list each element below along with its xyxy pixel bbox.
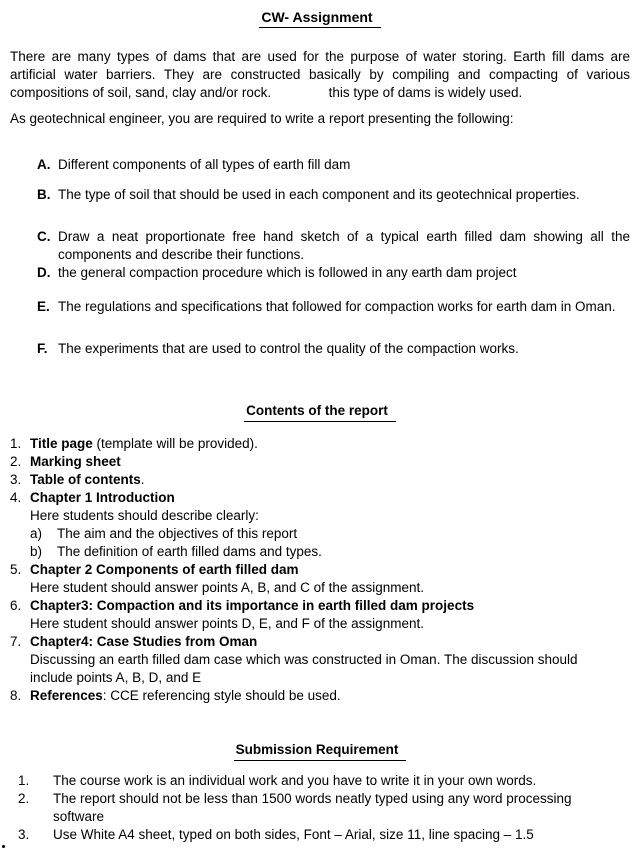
- task-text-d: the general compaction procedure which is followed in any earth dam project: [58, 265, 517, 280]
- task-text-a: Different components of all types of earth fill dam: [58, 157, 351, 172]
- contents-item-1-text: [30, 435, 630, 453]
- brief-line: As geotechnical engineer, you are required to write a report presenting the following:: [10, 111, 514, 126]
- contents-item-6-text: [30, 597, 630, 615]
- intro-text-after-gap: this type of dams is widely used.: [328, 85, 523, 100]
- contents-item-6: [10, 597, 630, 615]
- task-text-f: The experiments that are used to control the quality of the compaction works.: [58, 341, 519, 356]
- intro-text-before-gap: There are many types of dams that are used for the purpose of water storing. Earth fill dams are artificial water barriers. They are constructed basically by compiling and compacting of various compositions of soil, sand, clay and/or rock.: [10, 49, 630, 100]
- contents-item-5-bold: Chapter 2 Components of earth filled dam: [30, 562, 299, 577]
- contents-item-2: [10, 453, 630, 471]
- contents-item-4-bold: Chapter 1 Introduction: [30, 490, 175, 505]
- task-text-b: The type of soil that should be used in each component and its geotechnical properties.: [58, 187, 580, 202]
- contents-item-2-text: [30, 453, 630, 471]
- contents-item-4-sub-b: [30, 543, 630, 561]
- contents-item-3-rest: .: [140, 472, 145, 487]
- contents-item-5-text: [30, 561, 630, 579]
- contents-item-8: [10, 687, 630, 705]
- contents-item-4-sub-a-label: a): [30, 526, 43, 541]
- task-item-a: [37, 156, 630, 174]
- contents-item-5: [10, 561, 630, 579]
- submission-item-1-text: The course work is an individual work and you have to write it in your own words.: [53, 773, 537, 788]
- intro-paragraph: [10, 48, 630, 102]
- task-label-a: A.: [37, 157, 51, 172]
- submission-item-3: [18, 826, 630, 844]
- contents-item-4-sub-a-text: The aim and the objectives of this report: [57, 526, 298, 541]
- contents-item-8-text: [30, 687, 630, 705]
- contents-item-6-number: 6.: [10, 598, 22, 613]
- contents-item-4-sub-b-text: The definition of earth filled dams and types.: [57, 544, 322, 559]
- contents-item-7: [10, 633, 630, 651]
- submission-item-1: [18, 772, 630, 790]
- task-item-c: [37, 228, 630, 264]
- contents-item-2-bold: Marking sheet: [30, 454, 121, 469]
- contents-item-7-number: 7.: [10, 634, 22, 649]
- contents-item-3-number: 3.: [10, 472, 22, 487]
- task-item-d: [37, 264, 630, 282]
- contents-item-1: [10, 435, 630, 453]
- contents-item-7-bold: Chapter4: Case Studies from Oman: [30, 634, 258, 649]
- contents-item-1-number: 1.: [10, 436, 22, 451]
- contents-item-7-note: Discussing an earth filled dam case which was constructed in Oman. The discussion should include points A, B, D, and E: [30, 652, 578, 685]
- contents-item-8-number: 8.: [10, 688, 22, 703]
- submission-item-1-number: 1.: [18, 773, 30, 788]
- submission-item-3-text: Use White A4 sheet, typed on both sides, Font – Arial, size 11, line spacing – 1.5: [53, 827, 534, 842]
- submission-heading-text: Submission Requirement: [234, 741, 407, 761]
- submission-item-2-number: 2.: [18, 791, 30, 806]
- contents-item-4: [10, 489, 630, 507]
- contents-item-4-text: [30, 489, 630, 507]
- task-item-f: [37, 340, 630, 358]
- contents-item-1-rest: (template will be provided).: [92, 436, 258, 451]
- contents-item-2-number: 2.: [10, 454, 22, 469]
- contents-item-6-note: Here student should answer points D, E, and F of the assignment.: [30, 616, 424, 631]
- task-label-e: E.: [37, 299, 50, 314]
- task-label-c: C.: [37, 229, 51, 244]
- contents-item-5-number: 5.: [10, 562, 22, 577]
- submission-item-3-number: 3.: [18, 827, 30, 842]
- task-text-c: Draw a neat proportionate free hand sketch of a typical earth filled dam showing all the components and describe their functions.: [58, 229, 630, 262]
- stray-mark: [2, 845, 5, 848]
- document-title-text: CW- Assignment: [259, 8, 380, 28]
- contents-item-4-note: Here students should describe clearly:: [30, 508, 259, 523]
- contents-item-4-number: 4.: [10, 490, 22, 505]
- submission-heading: [10, 741, 630, 761]
- contents-item-3: [10, 471, 630, 489]
- task-item-b: [37, 186, 630, 204]
- task-label-b: B.: [37, 187, 51, 202]
- contents-item-3-text: [30, 471, 630, 489]
- contents-item-4-sub-a: [30, 525, 630, 543]
- document-title: [10, 8, 630, 28]
- task-text-e: The regulations and specifications that followed for compaction works for earth dam in Oman.: [58, 299, 616, 314]
- task-label-d: D.: [37, 265, 51, 280]
- contents-item-6-bold: Chapter3: Compaction and its importance in earth filled dam projects: [30, 598, 475, 613]
- submission-item-2-text: The report should not be less than 1500 words neatly typed using any word processing software: [53, 791, 572, 824]
- task-label-f: F.: [37, 341, 48, 356]
- contents-item-3-bold: Table of contents: [30, 472, 141, 487]
- task-item-e: [37, 298, 630, 316]
- contents-item-4-sub-b-label: b): [30, 544, 43, 559]
- contents-item-8-bold: References: [30, 688, 103, 703]
- contents-item-8-rest: : CCE referencing style should be used.: [102, 688, 341, 703]
- contents-item-1-bold: Title page: [30, 436, 93, 451]
- contents-heading-text: Contents of the report: [244, 402, 396, 422]
- submission-item-2: [18, 790, 630, 826]
- contents-heading: [10, 402, 630, 422]
- contents-item-5-note: Here student should answer points A, B, and C of the assignment.: [30, 580, 424, 595]
- contents-item-7-text: [30, 633, 630, 651]
